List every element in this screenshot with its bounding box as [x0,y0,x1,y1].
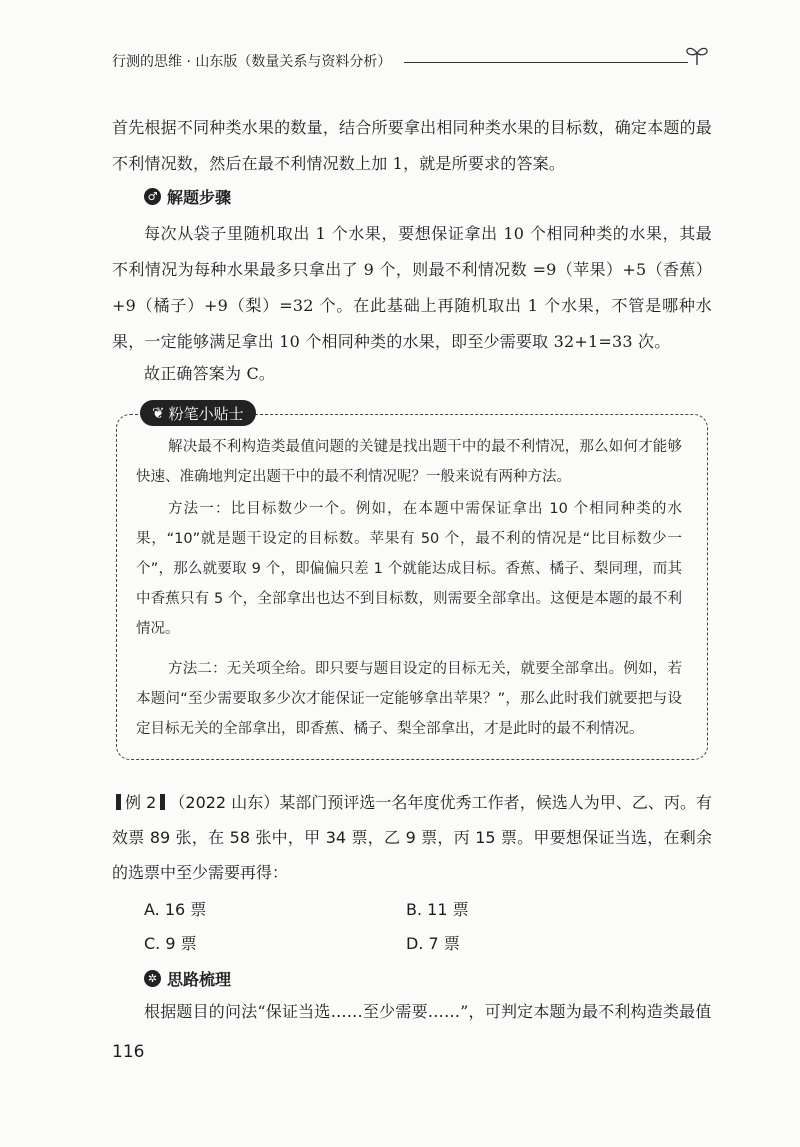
answer-paragraph: 故正确答案为 C。 [144,364,276,383]
running-header [112,48,710,78]
option-d: D. 7 票 [406,934,460,953]
key-icon: ♂ [144,188,161,205]
header-rule [404,62,688,63]
tip-method-1: 方法一：比目标数少一个。例如，在本题中需保证拿出 10 个相同种类的水果，“10”就是题干设定的目标数。苹果有 50 个，最不利的情况是“比目标数少一个”，那么就要取 9 个，即偏偏只差 1 个就能达成目标。香蕉、橘子、梨同理，而其中香蕉只有 5 个，全部拿出也达不到目标数，则需要全部拿出。这便是本题的最不利情况。 [136,501,682,637]
example-question [112,785,712,890]
solution-paragraph: 每次从袋子里随机取出 1 个水果，要想保证拿出 10 个相同种类的水果，其最不利情况为每种水果最多只拿出了 9 个，则最不利情况数 =9（苹果）+5（香蕉）+9（橘子）+9（梨）=32 个。在此基础上再随机取出 1 个水果，不管是哪种水果，一定能够满足拿出 10 个相同种类的水果，即至少需要取 32+1=33 次。 [112,224,712,351]
gear-icon: ✲ [144,970,161,987]
tip-method-2: 方法二：无关项全给。即只要与题目设定的目标无关，就要全部拿出。例如，若本题问“至少需要取多少次才能保证一定能够拿出苹果？”，那么此时我们就要把与设定目标无关的全部拿出，即香蕉、橘子、梨全部拿出，才是此时的最不利情况。 [136,661,682,737]
option-a: A. 16 票 [144,900,207,919]
example-bar-left [116,794,121,810]
tip-label [140,400,256,426]
tip-label-text: 粉笔小贴士 [168,404,244,423]
option-c: C. 9 票 [144,934,197,953]
sprout-icon [684,44,710,66]
sprout-small-icon: ❦ [152,404,165,422]
example-question-text: （2022 山东）某部门预评选一名年度优秀工作者，候选人为甲、乙、丙。有效票 89 张，在 58 张中，甲 34 票，乙 9 票，丙 15 票。甲要想保证当选，在剩余的选票中至少需要再得： [112,793,712,882]
thinking-heading [144,967,231,990]
solution-heading-text: 解题步骤 [167,188,232,207]
example-label: 例 2 [125,793,157,812]
intro-paragraph: 首先根据不同种类水果的数量，结合所要拿出相同种类水果的目标数，确定本题的最不利情况数，然后在最不利情况数上加 1，就是所要求的答案。 [112,118,712,173]
thinking-heading-text: 思路梳理 [167,970,232,989]
option-b: B. 11 票 [406,900,469,919]
thinking-paragraph: 根据题目的问法“保证当选……至少需要……”，可判定本题为最不利构造类最值 [144,1002,712,1021]
solution-heading [144,185,231,208]
page-number: 116 [112,1042,145,1062]
example-bar-right [160,794,165,810]
header-title: 行测的思维 · 山东版（数量关系与资料分析） [112,54,392,70]
tip-intro: 解决最不利构造类最值问题的关键是找出题干中的最不利情况，那么如何才能够快速、准确地判定出题干中的最不利情况呢？一般来说有两种方法。 [136,439,682,485]
